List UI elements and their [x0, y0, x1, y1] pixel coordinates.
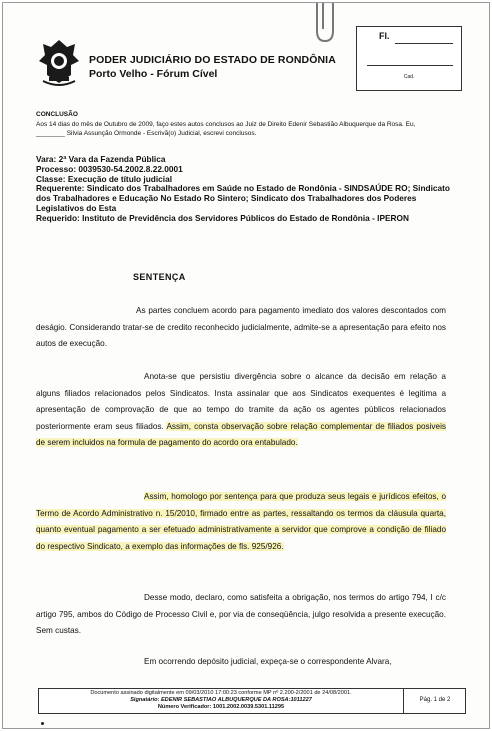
case-requerido: Requerido: Instituto de Previdência dos Servidores Públicos do Estado de Rondônia - IPERON: [36, 212, 409, 223]
page-number-stamp: [356, 26, 462, 91]
case-vara: Vara: 2ª Vara da Fazenda Pública: [36, 154, 166, 164]
footer-divider: [403, 689, 404, 713]
stamp-cad-label: Cad.: [403, 74, 415, 80]
paragraph-2: [36, 369, 446, 452]
conclusao-text: Aos 14 dias do mês de Outubro de 2009, faço estes autos conclusos ao Juiz de Direito Edenir Sebastião Albuquerque da Rosa. Eu, ________ Silvia Assunção Ormonde - Escrivã(o) Judicial, escrevi conclusos.: [36, 121, 416, 137]
highlighted-text: Assim, homologo por sentença para que produza seus legais e jurídicos efeitos, o Termo de Acordo Administrativo n. 15/2010, firmado entre as partes, ressaltando os termos da cláusula quarta, quanto eventual pagamento a ser efetuado administrativamente a servidor que comprove a condição de filiado do respectivo Sindicato, a exemplo das informações de fls. 925/926.: [36, 492, 446, 551]
footer-signatory: Signatário: EDENIR SEBASTIAO ALBUQUERQUE DA ROSA:1011227: [130, 697, 312, 703]
state-crest-icon: [37, 37, 81, 87]
stamp-fl-label: Fl.: [379, 31, 390, 41]
highlighted-text: Assim, consta observação sobre relação complementar de filiados posiveis de serem incluidos na formula de pagamento do acordo ora entabulado.: [36, 421, 446, 448]
paragraph-5: Em ocorrendo depósito judicial, expeça-se o correspondente Alvara,: [144, 657, 392, 666]
court-subtitle: Porto Velho - Fórum Cível: [89, 68, 218, 80]
document-page: [2, 2, 490, 729]
conclusao-title: CONCLUSÃO: [36, 111, 78, 118]
signature-footer: [38, 688, 466, 714]
page-indicator: Pág. 1 de 2: [419, 697, 451, 703]
footer-verifier: Número Verificador: 1001.2002.0039.5301.11295: [157, 704, 285, 710]
footer-signature-line: Documento assinado digitalmente em 09/03/2010 17:00:23 conforme MP nº 2.200-2/2001 de 24/08/2001.: [90, 690, 352, 696]
paragraph-4: Desse modo, declaro, como satisfeita a obrigação, nos termos do artigo 794, I c/c artigo 795, ambos do Código de Processo Civil e, por via de conseqüência, julgo resolvida a presente execução. Sem custas.: [36, 593, 446, 636]
paragraph-2-text: Anota-se que persistiu divergência sobre o alcance da decisão em relação a alguns filiados relacionados pelos Sindicatos. Insta assinalar que aos Sindicatos exequentes é legitima a apresentação de comprovação de que ao tempo do tramite da ação os agentes públicos relacionados posteriormente eram seus filiados.: [36, 372, 446, 431]
sentenca-title: SENTENÇA: [133, 272, 186, 282]
case-requerente: Requerente: Sindicato dos Trabalhadores em Saúde no Estado de Rondônia - SINDSAÚDE RO; Sindicato dos Trabalhadores e Educação No Estado Ro Sintero; Sindicato dos Trabalhadores dos Poderes Legislativos do Esta: [36, 183, 450, 213]
case-info: [36, 155, 456, 224]
paragraph-3: [36, 489, 446, 555]
court-title: PODER JUDICIÁRIO DO ESTADO DE RONDÔNIA: [89, 54, 336, 66]
stamp-line: [395, 43, 453, 44]
stamp-line: [367, 65, 453, 66]
paragraph-1: As partes concluem acordo para pagamento imediato dos valores descontados com deságio. Considerando tratar-se de credito reconhecido judicialmente, admite-se a apresentação para efeito nos autos de execução.: [36, 306, 446, 349]
case-processo: Processo: 0039530-54.2002.8.22.0001: [36, 163, 183, 174]
scan-mark: [41, 722, 44, 725]
case-classe: Classe: Execução de título judicial: [36, 173, 173, 184]
paperclip-icon: [309, 2, 339, 47]
